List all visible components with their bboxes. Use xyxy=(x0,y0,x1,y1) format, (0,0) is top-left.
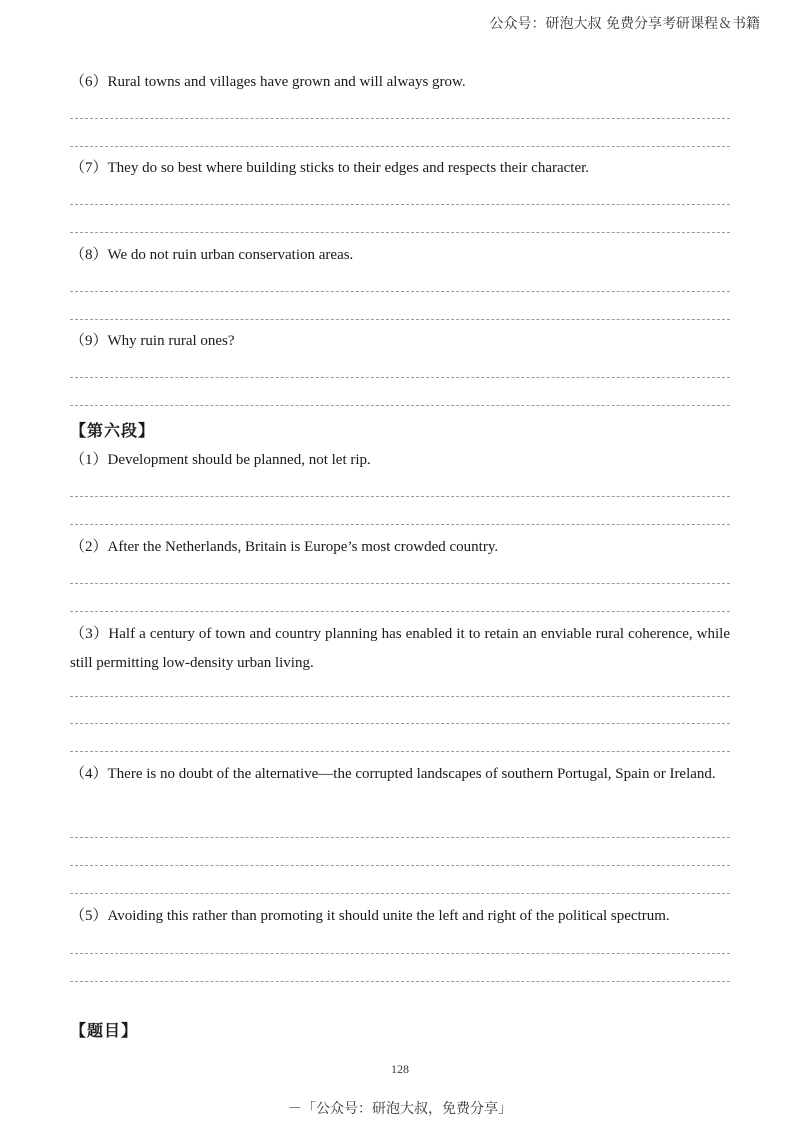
sentence-text: Development should be planned, not let rip. xyxy=(107,452,371,468)
sentence-text: Why ruin rural ones? xyxy=(107,333,235,349)
sentence-text: They do so best where building sticks to their edges and respects their character. xyxy=(107,160,590,176)
answer-line xyxy=(70,524,730,525)
sentence-8 xyxy=(70,241,730,270)
answer-line xyxy=(70,837,730,838)
sentence-number: （6） xyxy=(70,74,108,90)
sentence-1 xyxy=(70,446,730,475)
page-number: 128 xyxy=(391,1062,409,1076)
answer-line xyxy=(70,865,730,866)
sentence-number: （9） xyxy=(70,333,108,349)
answer-line xyxy=(70,232,730,233)
sentence-text: Rural towns and villages have grown and will always grow. xyxy=(107,74,466,90)
answer-line xyxy=(70,496,730,497)
sentence-5 xyxy=(70,902,730,931)
sentence-text: After the Netherlands, Britain is Europe’s most crowded country. xyxy=(107,539,499,555)
page-header: 公众号：研泡大叔 免费分享考研课程＆书籍 xyxy=(489,16,760,32)
sentence-6 xyxy=(70,68,730,97)
sentence-number: （5） xyxy=(70,908,108,924)
sentence-text: There is no doubt of the alternative—the corrupted landscapes of southern Portugal, Spain or Ireland. xyxy=(107,766,716,782)
sentence-2 xyxy=(70,533,730,562)
section-heading: 【第六段】 xyxy=(70,421,156,440)
answer-line xyxy=(70,118,730,119)
answer-line xyxy=(70,953,730,954)
sentence-number: （2） xyxy=(70,539,108,555)
answer-line xyxy=(70,146,730,147)
sentence-number: （3） xyxy=(70,626,109,642)
sentence-number: （4） xyxy=(70,766,108,782)
question-heading: 【题目】 xyxy=(70,1021,139,1040)
sentence-text: We do not ruin urban conservation areas. xyxy=(107,247,354,263)
answer-line xyxy=(70,319,730,320)
sentence-text: Avoiding this rather than promoting it should unite the left and right of the political spectrum. xyxy=(107,908,670,924)
sentence-number: （1） xyxy=(70,452,108,468)
sentence-3 xyxy=(70,620,730,678)
sentence-9 xyxy=(70,327,730,356)
answer-line xyxy=(70,981,730,982)
sentence-7 xyxy=(70,154,730,183)
answer-line xyxy=(70,583,730,584)
answer-line xyxy=(70,405,730,406)
sentence-text: Half a century of town and country planning has enabled it to retain an enviable rural coherence, while still permitting low-density urban living. xyxy=(70,626,730,671)
answer-line xyxy=(70,696,730,697)
answer-line xyxy=(70,751,730,752)
sentence-number: （7） xyxy=(70,160,108,176)
answer-line xyxy=(70,291,730,292)
answer-line xyxy=(70,204,730,205)
answer-line xyxy=(70,893,730,894)
answer-line xyxy=(70,723,730,724)
answer-line xyxy=(70,611,730,612)
sentence-number: （8） xyxy=(70,247,108,263)
sentence-4 xyxy=(70,760,730,789)
page-footer: －「公众号：研泡大叔，免费分享」 xyxy=(288,1101,512,1117)
answer-line xyxy=(70,377,730,378)
